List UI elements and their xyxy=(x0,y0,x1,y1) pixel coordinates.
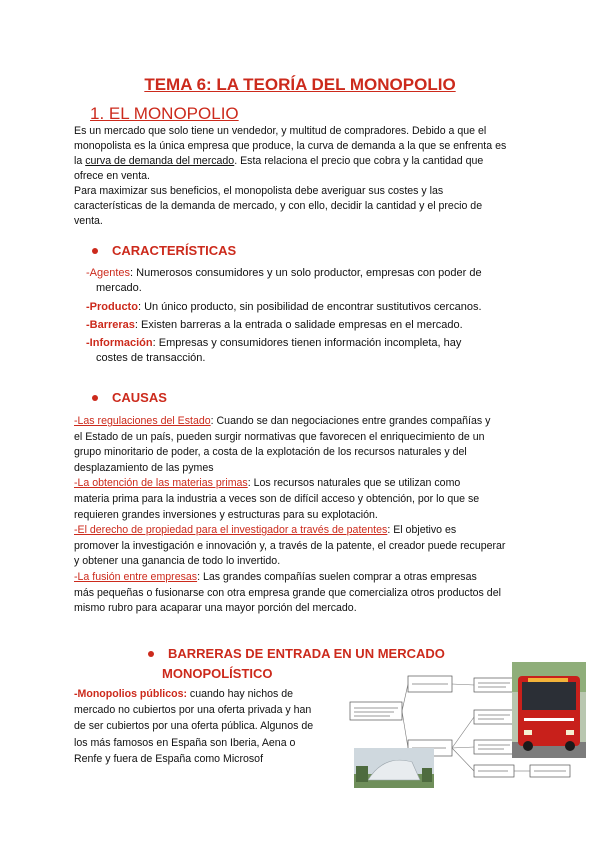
list-item xyxy=(74,476,574,492)
barreras-paragraph xyxy=(74,686,354,767)
bullet-icon xyxy=(92,248,98,254)
bus-wheel xyxy=(523,741,533,751)
item-text: mismo rubro para acaparar una mayor porción del mercado. xyxy=(74,602,357,615)
intro-line xyxy=(74,154,574,169)
item-text: cuando hay nichos de xyxy=(186,688,293,700)
causas-list xyxy=(74,414,574,617)
item-label: -Barreras xyxy=(86,319,135,331)
diagram-connector xyxy=(452,684,474,685)
list-item xyxy=(74,523,574,539)
intro-line: monopolista es la única empresa que produce, la curva de demanda a la que se enfrenta es xyxy=(74,140,507,152)
item-text: : Existen barreras a la entrada o salidade empresas en el mercado. xyxy=(134,319,463,331)
item-text: materia prima para la industria a veces son de difícil acceso y obtención, por lo que se xyxy=(74,492,480,505)
bus-windshield xyxy=(522,682,576,710)
heading-causas xyxy=(92,390,167,405)
diagram-connector xyxy=(452,748,474,771)
intro-paragraph xyxy=(74,124,574,229)
item-text: mercado no cubiertos por una oferta privada y han xyxy=(74,704,312,717)
item-text: y obtener una ganancia de todo lo invertido. xyxy=(74,555,281,568)
bus-headlight xyxy=(566,730,574,735)
item-text: costes de transacción. xyxy=(96,352,206,364)
list-item xyxy=(86,300,546,315)
diagram-connector xyxy=(452,747,474,748)
item-text: desplazamiento de las pymes xyxy=(74,461,214,474)
photo-tree xyxy=(422,768,432,782)
intro-text: . Esta relaciona el precio que cobra y la cantidad que xyxy=(234,155,484,167)
item-label: -Producto xyxy=(86,301,138,313)
item-label: -El derecho de propiedad para el investigador a través de patentes xyxy=(74,524,388,537)
item-label: -Información xyxy=(86,337,153,349)
intro-text: la xyxy=(74,155,86,167)
intro-line: características de la demanda de mercado, y con ello, decidir la cantidad y el precio de xyxy=(74,200,483,212)
list-item xyxy=(74,570,574,586)
bus-stripe xyxy=(524,718,574,721)
item-label: -La obtención de las materias primas xyxy=(74,477,248,490)
list-item xyxy=(74,686,354,702)
item-text: : Un único producto, sin posibilidad de encontrar sustitutivos cercanos. xyxy=(137,301,482,313)
diagram-box xyxy=(474,740,514,754)
item-text: el Estado de un país, pueden surgir normativas que favorecen el enriquecimiento de un xyxy=(74,430,485,443)
heading-text: MONOPOLÍSTICO xyxy=(162,666,273,681)
item-text: : Las grandes compañías suelen comprar a otras empresas xyxy=(197,570,477,583)
item-text: : Los recursos naturales que se utilizan como xyxy=(247,477,461,490)
item-label: -La fusión entre empresas xyxy=(74,570,198,583)
list-item xyxy=(86,318,546,333)
bullet-icon xyxy=(148,651,154,657)
intro-line: Para maximizar sus beneficios, el monopolista debe averiguar sus costes y las xyxy=(74,185,444,197)
diagram-box xyxy=(474,710,514,724)
caracteristicas-list xyxy=(86,266,546,366)
heading-text: BARRERAS DE ENTRADA EN UN MERCADO xyxy=(168,646,445,661)
item-text: : Numerosos consumidores y un solo productor, empresas con poder de xyxy=(130,267,482,279)
intro-line: ofrece en venta. xyxy=(74,170,150,182)
bus-headlight xyxy=(524,730,532,735)
list-item xyxy=(86,336,546,351)
item-text: mercado. xyxy=(96,282,142,294)
heading-line xyxy=(148,644,445,664)
item-text: más pequeñas o fusionarse con otra empresa grande que comercializa otros productos del xyxy=(74,586,501,599)
bus-photo xyxy=(512,662,586,758)
item-label: -Las regulaciones del Estado xyxy=(74,415,211,427)
item-text: requieren grandes inversiones y estructuras para su explotación. xyxy=(74,508,378,521)
photo-tree xyxy=(356,766,368,782)
heading-caracteristicas xyxy=(92,243,236,258)
building-photo xyxy=(354,748,434,788)
page-title: TEMA 6: LA TEORÍA DEL MONOPOLIO xyxy=(144,75,456,94)
item-text: : Empresas y consumidores tienen información incompleta, hay xyxy=(152,337,462,349)
intro-line: venta. xyxy=(74,215,103,227)
item-label: -Agentes xyxy=(86,267,131,279)
item-label: -Monopolios públicos: xyxy=(74,688,187,700)
diagram-box xyxy=(350,702,402,720)
item-text: promover la investigación e innovación y, a través de la patente, el creador puede recuperar xyxy=(74,539,506,552)
bus-destination-sign xyxy=(528,678,568,682)
bullet-icon xyxy=(92,395,98,401)
list-item xyxy=(86,266,546,281)
list-item xyxy=(74,414,574,430)
heading-text: CARACTERÍSTICAS xyxy=(112,243,237,258)
diagram-connector xyxy=(402,684,408,711)
item-text: : El objetivo es xyxy=(387,524,457,537)
section-heading-monopolio: 1. EL MONOPOLIO xyxy=(90,104,239,123)
item-text: Renfe y fuera de España como Microsof xyxy=(74,752,264,765)
intro-line: Es un mercado que solo tiene un vendedor, y multitud de compradores. Debido a que el xyxy=(74,125,487,137)
bus-wheel xyxy=(565,741,575,751)
item-text: los más famosos en España son Iberia, Aena o xyxy=(74,736,296,749)
heading-text: CAUSAS xyxy=(112,390,167,405)
diagram-connector xyxy=(402,711,408,748)
diagram-connector xyxy=(452,717,474,748)
item-text: : Cuando se dan negociaciones entre grandes compañías y xyxy=(210,415,491,427)
item-text: grupo minoritario de poder, a costa de la explotación de los recursos naturales y del xyxy=(74,446,467,459)
diagram-box xyxy=(474,678,514,692)
link-curva-demanda[interactable]: curva de demanda del mercado xyxy=(85,155,235,167)
item-text: de ser cubiertos por una oferta pública. Algunos de xyxy=(74,720,314,733)
